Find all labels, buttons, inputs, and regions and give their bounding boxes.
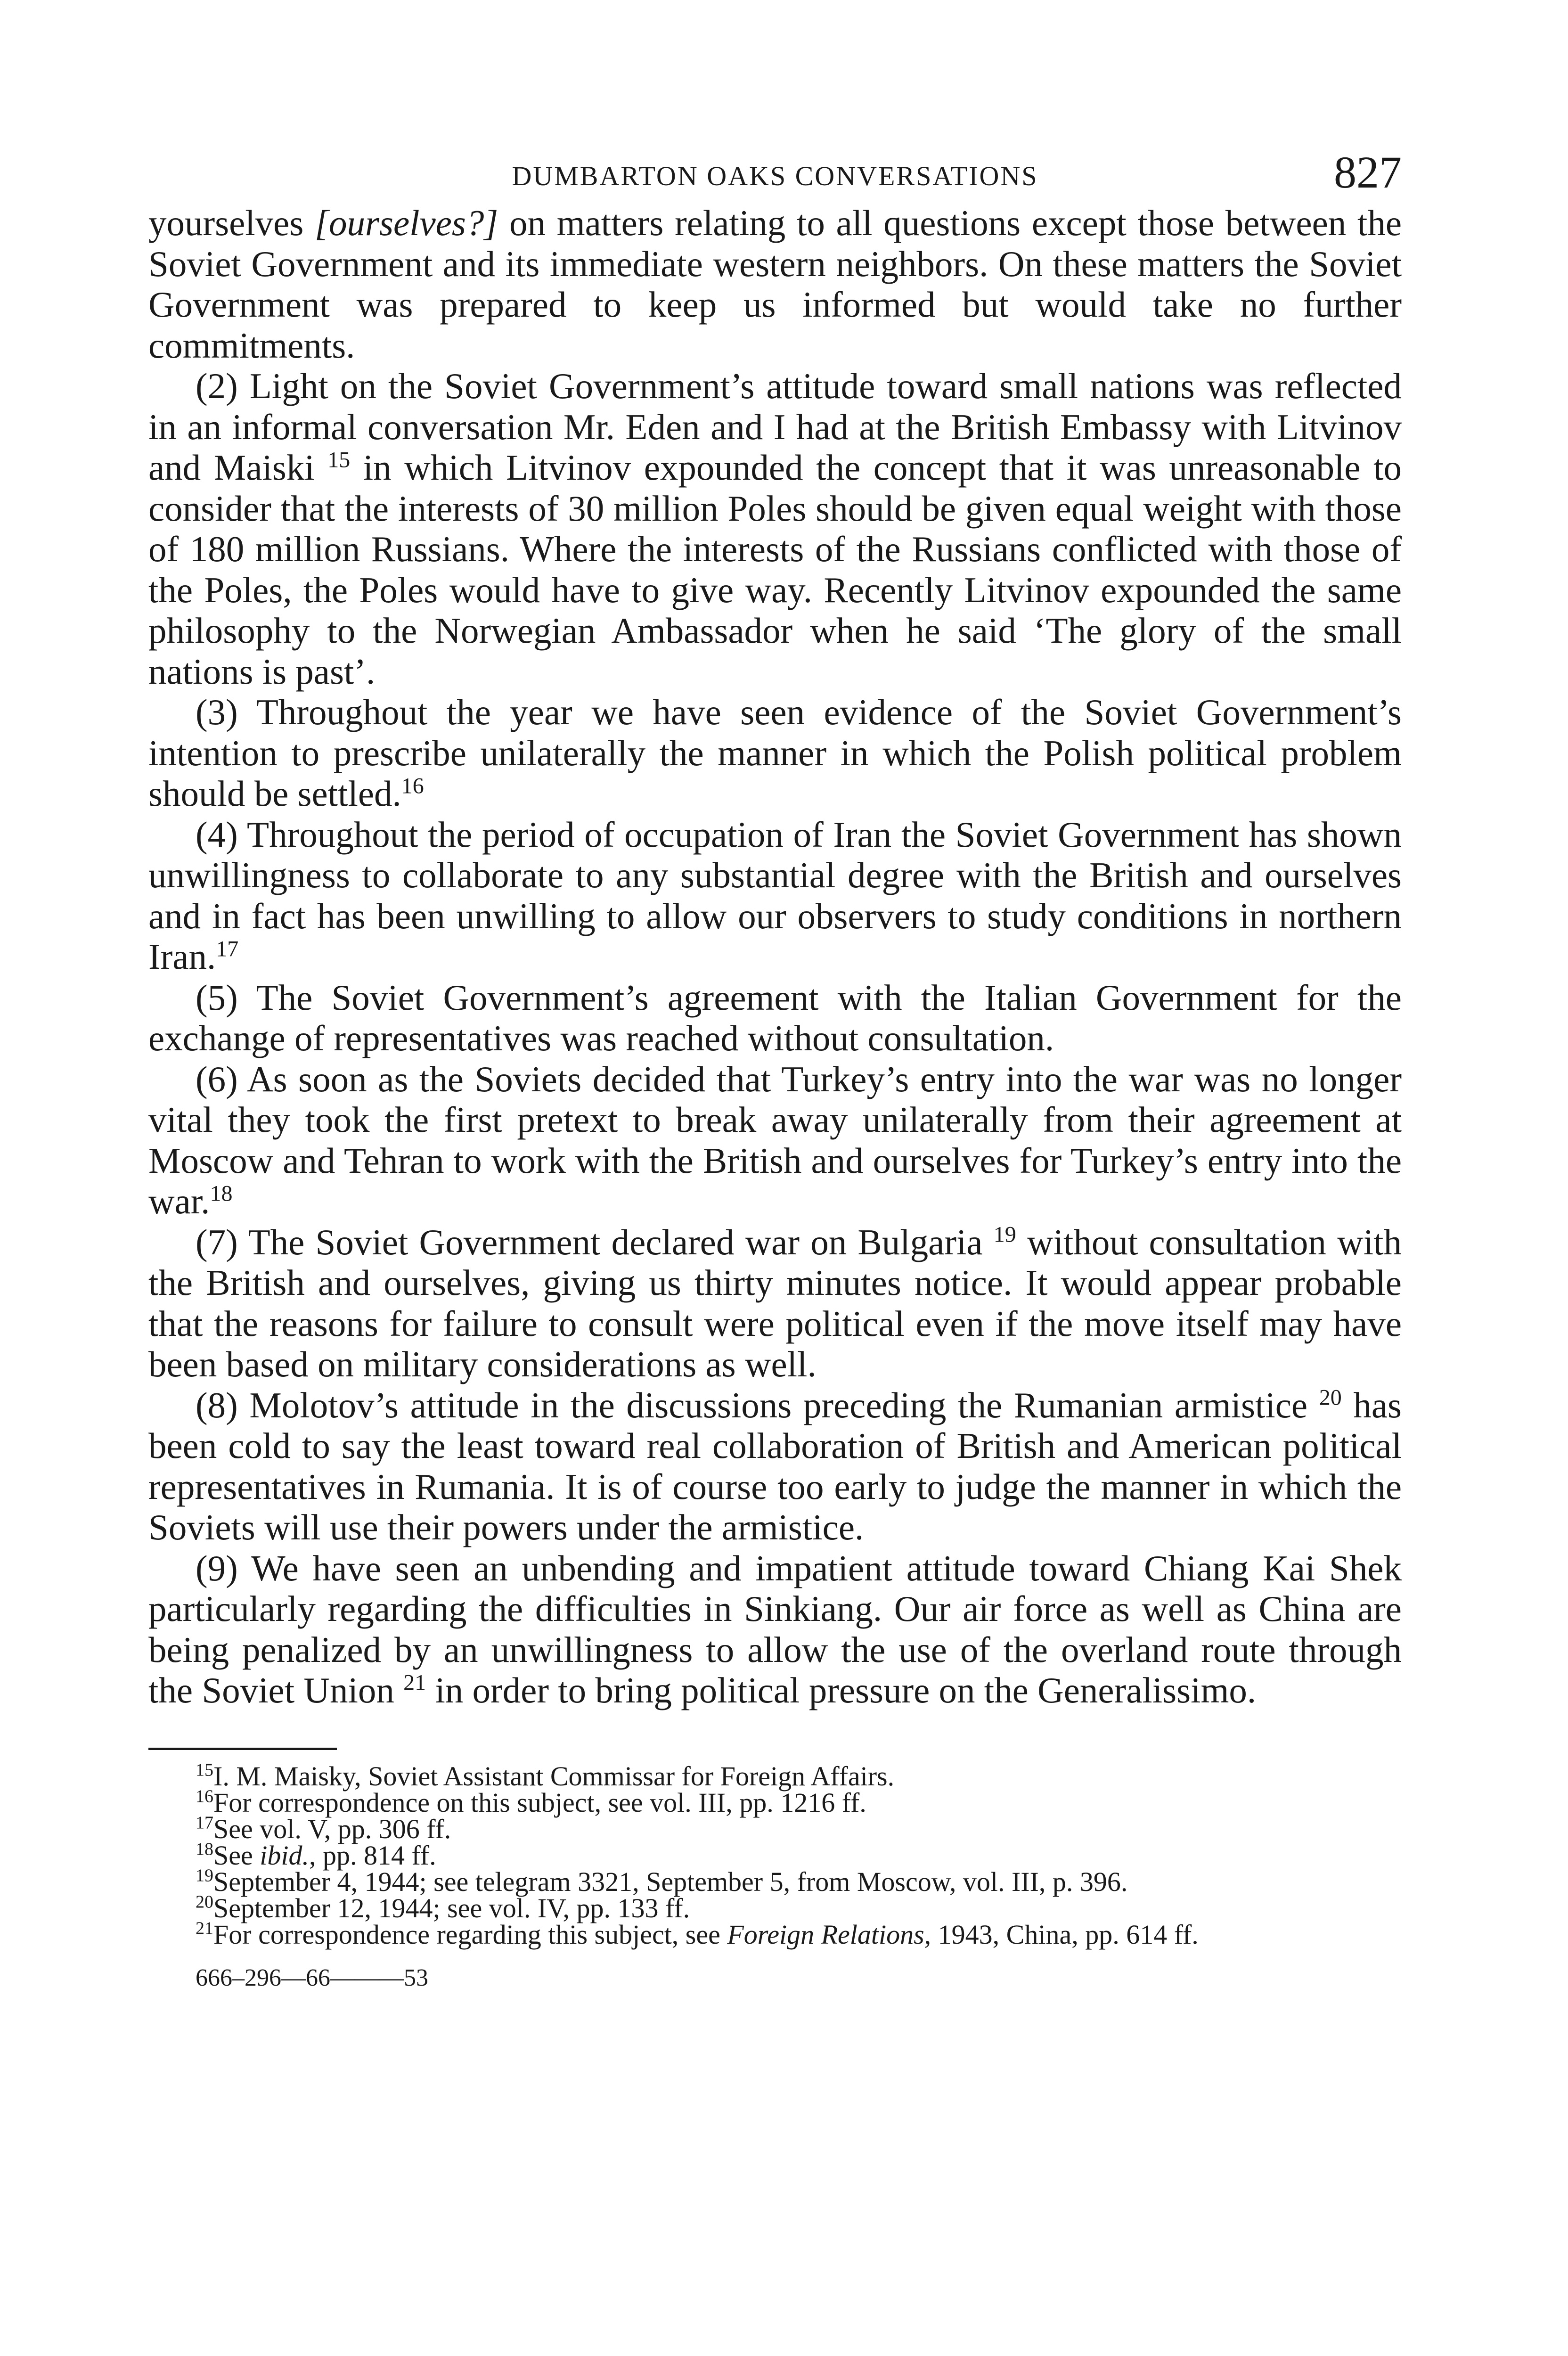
footnotes [148,1760,1402,1950]
footnote-number: 20 [196,1892,213,1912]
footnote-number: 19 [196,1865,213,1886]
footnote-18 [148,1839,1402,1871]
text-segment: (7) The Soviet Government declared war on Bulgaria [196,1221,983,1262]
footnote-text: For correspondence regarding this subject, see [213,1919,720,1950]
footnote-text: , pp. 814 ff. [309,1840,436,1871]
text-segment: (4) Throughout the period of occupation of Iran the Soviet Government has shown unwillingness to collaborate to any substantial degree with the British and ourselves and in fact has been unwilling to allow our observers to study conditions in northern Iran. [148,814,1402,977]
page-header [148,146,1402,203]
footnote-20 [148,1892,1402,1923]
footnote-ref: 18 [210,1181,233,1206]
footnote-21 [148,1918,1402,1950]
paragraph-6 [148,1059,1402,1222]
footnote-17 [148,1813,1402,1844]
footnote-ref: 21 [403,1670,426,1695]
text-segment: (2) Light on the Soviet Government’s attitude toward small nations was reflected in an informal conversation Mr. Eden and I had at the British Embassy with Litvinov and Maiski [148,366,1402,488]
text-segment: those between the Soviet Government and its immediate western neighbors. On these matters the Soviet Government was prepared to keep us informed but would take no further commitments. [148,203,1402,366]
text-segment: without consultation with the British and ourselves, giving us thirty minutes notice. It would appear probable that the reasons for failure to consult were political even if the move itself may have been based on military considerations as well. [148,1221,1402,1384]
footnote-ref: 15 [327,447,351,473]
page-number: 827 [1334,147,1402,197]
footnote-text: September 4, 1944; see telegram 3321, September 5, from Moscow, vol. III, p. 396. [213,1866,1128,1897]
paragraph-5 [148,977,1402,1059]
paragraph-8 [148,1385,1402,1548]
text-segment: yourselves [148,203,304,243]
footnote-19 [148,1865,1402,1897]
text-segment: (5) The Soviet Government’s agreement with the Italian Government for the exchange of representatives was reached without consultation. [148,977,1402,1058]
footnote-italic: Foreign Relations [727,1919,924,1950]
text-segment: (8) Molotov’s attitude in the discussions preceding the Rumanian armistice [196,1384,1308,1425]
text-segment: in which Litvinov expounded the concept that it was unreasonable to consider that the interests of 30 million Poles should be given equal weight with those of 180 million Russians. Where the interests of the Russians conflicted with those of the Poles, the Poles would have to give way. Recently Litvinov expounded the same philosophy to the Norwegian Ambassador when he said ‘The glory of the small nations is past’. [148,447,1402,692]
footnote-italic: ibid. [260,1840,309,1871]
footnote-text: September 12, 1944; see vol. IV, pp. 133 ff. [213,1892,690,1923]
footnote-ref: 19 [993,1221,1016,1247]
footnote-15 [148,1760,1402,1792]
paragraph-3 [148,692,1402,814]
footnote-text: , 1943, China, pp. 614 ff. [924,1919,1199,1950]
text-segment: on matters relating to all questions except [509,203,1127,243]
footnote-text: See [213,1840,253,1871]
footnote-ref: 20 [1319,1384,1342,1410]
footnote-number: 15 [196,1760,213,1780]
text-segment: (6) As soon as the Soviets decided that Turkey’s entry into the war was no longer vital they took the first pretext to break away unilaterally from their agreement at Moscow and Tehran to work with the British and ourselves for Turkey’s entry into the war. [148,1058,1402,1221]
footnote-divider [148,1748,337,1750]
footnote-16 [148,1786,1402,1818]
footnote-ref: 16 [401,773,424,799]
editorial-insertion: [ourselves?] [315,203,498,243]
running-head: DUMBARTON OAKS CONVERSATIONS [512,161,1038,191]
footnote-ref: 17 [216,936,239,962]
text-segment: (3) Throughout the year we have seen evidence of the Soviet Government’s intention to prescribe unilaterally the manner in which the Polish political problem should be settled. [148,692,1402,814]
footnote-text: I. M. Maisky, Soviet Assistant Commissar for Foreign Affairs. [213,1760,895,1792]
footnote-text: See vol. V, pp. 306 ff. [213,1813,451,1844]
footnote-number: 18 [196,1839,213,1859]
body-text [148,203,1402,1711]
text-segment: (9) We have seen an unbending and impatient attitude toward Chiang Kai Shek particularly regarding the difficulties in Sinkiang. Our air force as well as China are being penalized by an unwillingness to allow the use of the overland route through the Soviet Union [148,1547,1402,1710]
paragraph-continuation [148,203,1402,366]
paragraph-2 [148,366,1402,692]
footnote-text: For correspondence on this subject, see vol. III, pp. 1216 ff. [213,1787,866,1818]
document-page [148,146,1402,1992]
footnote-number: 17 [196,1813,213,1833]
paragraph-9 [148,1548,1402,1711]
text-segment: has been cold to say the least toward real collaboration of British and American political representatives in Rumania. It is of course too early to judge the manner in which the Soviets will use their powers under the armistice. [148,1384,1402,1547]
paragraph-4 [148,814,1402,977]
footnote-number: 16 [196,1786,213,1807]
print-code: 666–296—66———53 [196,1964,428,1991]
paragraph-7 [148,1222,1402,1385]
text-segment: in order to bring political pressure on the Generalissimo. [435,1670,1257,1710]
footnote-number: 21 [196,1918,213,1939]
